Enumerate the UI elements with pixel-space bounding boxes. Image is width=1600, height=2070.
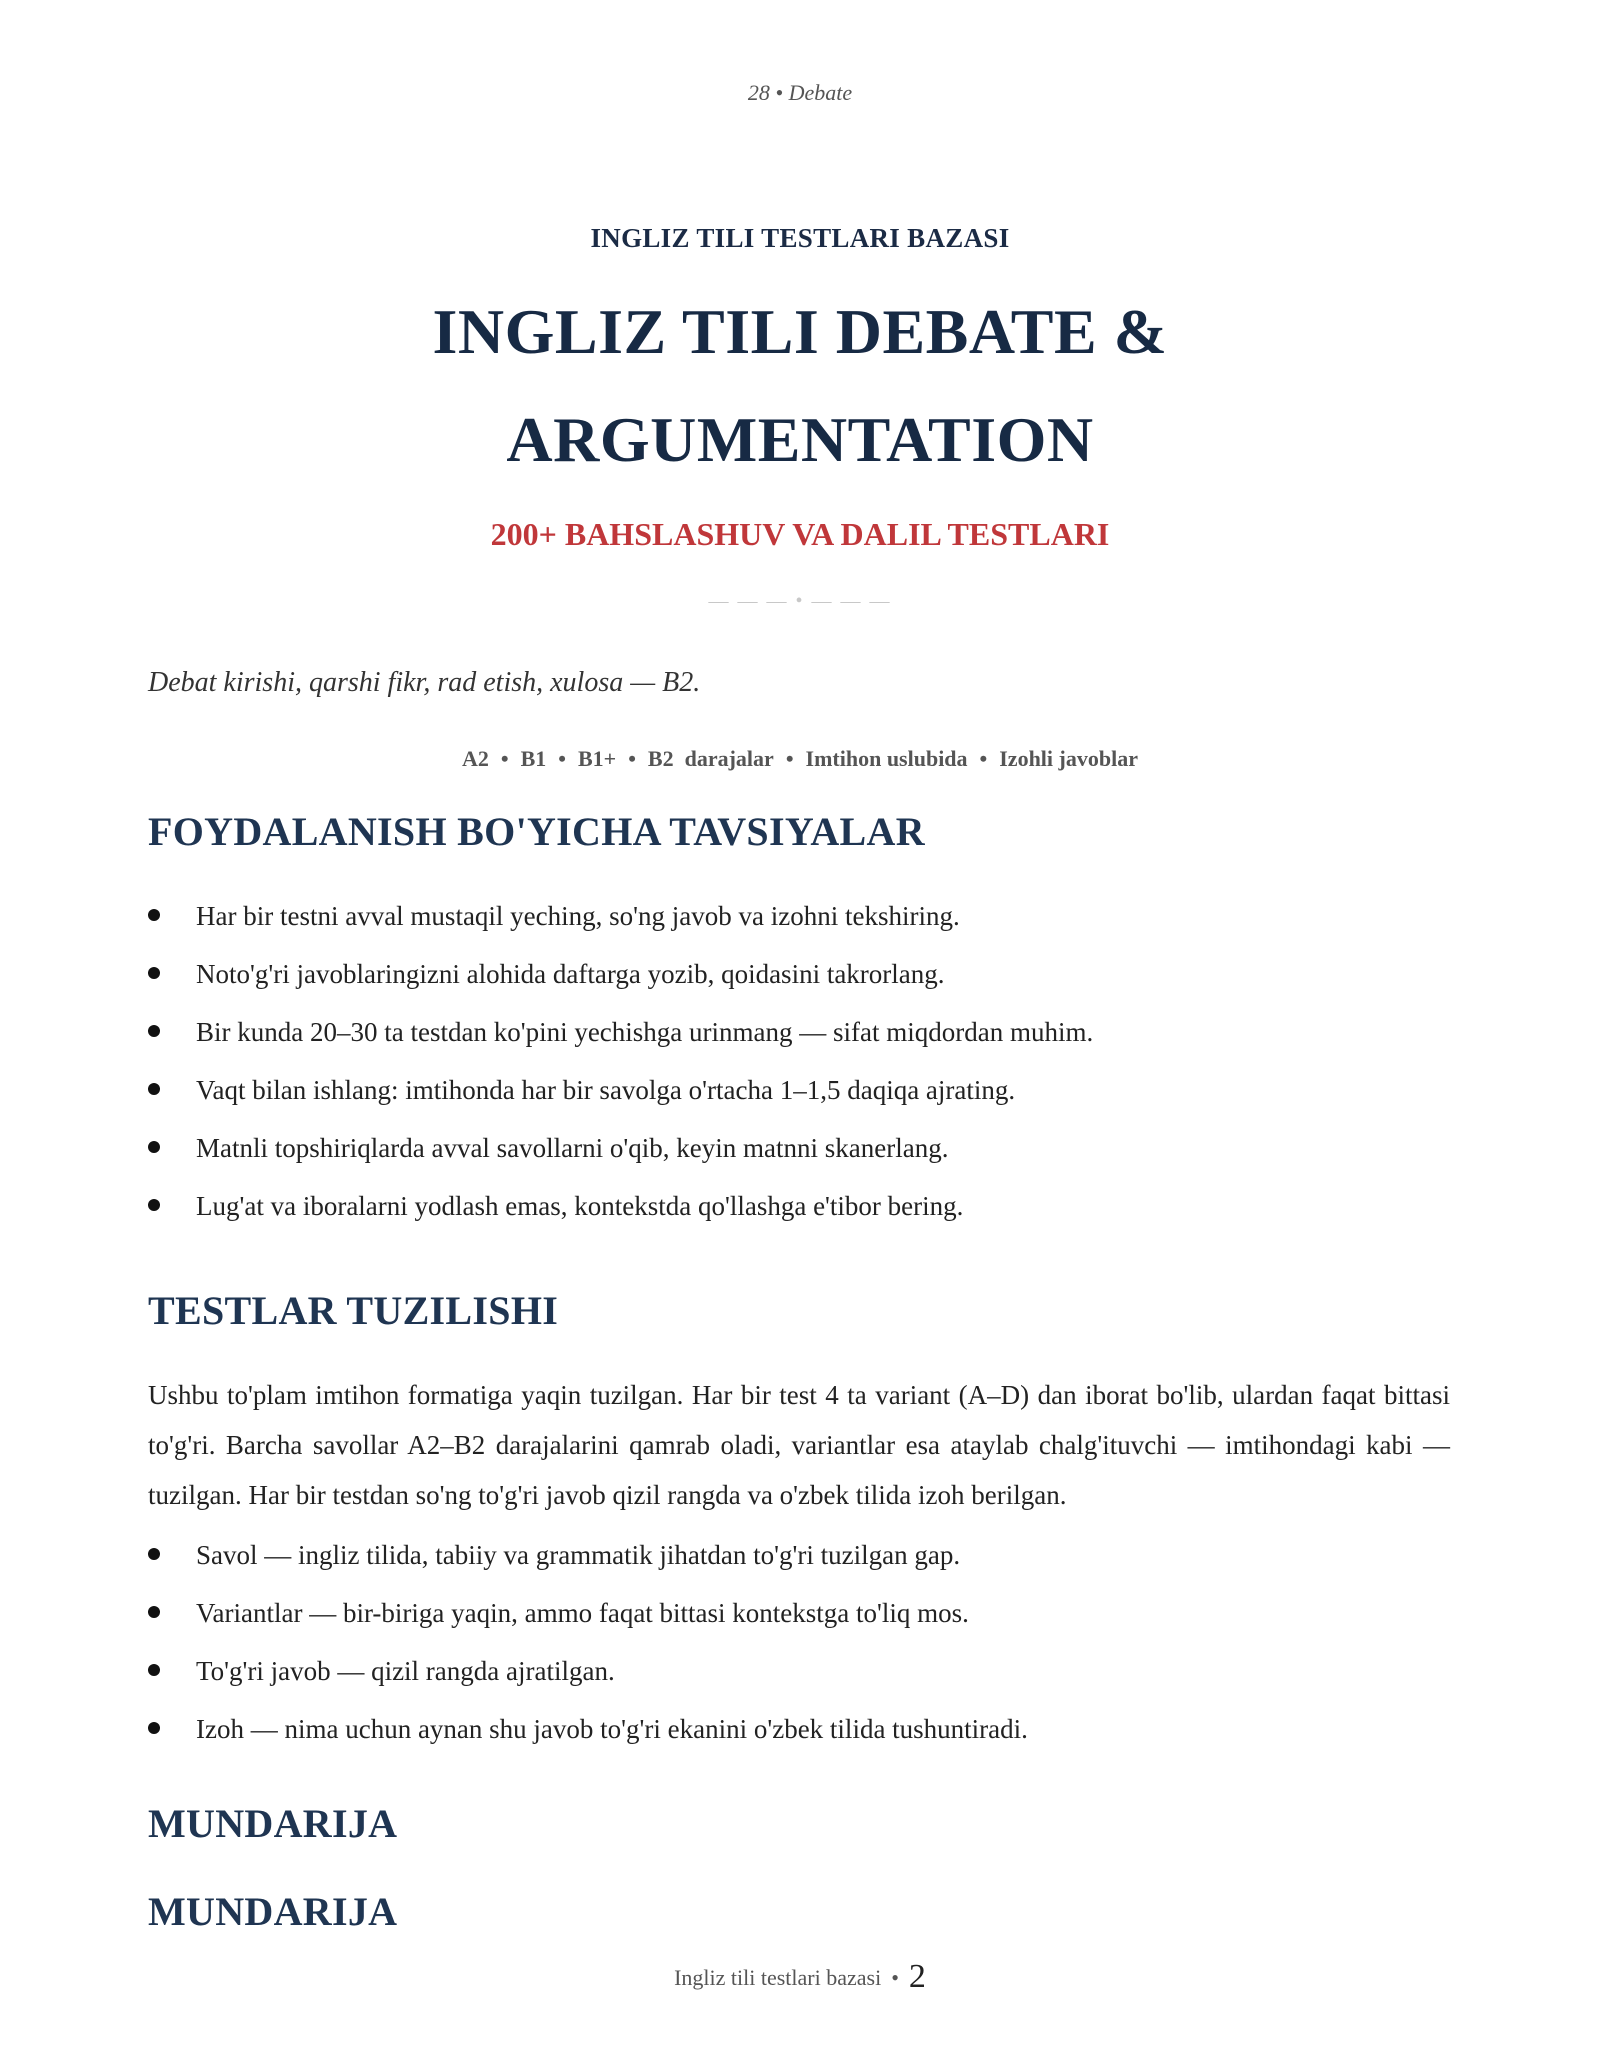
- list-item: [148, 945, 1448, 1003]
- bullet-icon: [148, 1025, 160, 1037]
- bullet-icon: [148, 1199, 160, 1211]
- lead-text: Debat kirishi, qarshi fikr, rad etish, xulosa — B2.: [148, 667, 701, 698]
- list-item: [148, 1642, 1448, 1700]
- bullet-icon: [148, 1606, 160, 1618]
- level-item: A2: [462, 746, 489, 771]
- levels-line: [0, 746, 1600, 772]
- list-item-text: Har bir testni avval mustaqil yeching, so'ng javob va izohni tekshiring.: [196, 901, 960, 931]
- list-item-text: Lug'at va iboralarni yodlash emas, kontekstda qo'llashga e'tibor bering.: [196, 1191, 964, 1221]
- bullet-icon: [148, 1664, 160, 1676]
- list-item-text: Savol — ingliz tilida, tabiiy va grammatik jihatdan to'g'ri tuzilgan gap.: [196, 1540, 961, 1570]
- kicker-title: INGLIZ TILI TESTLARI BAZASI: [590, 223, 1010, 253]
- bullet-icon: [148, 967, 160, 979]
- level-item: Izohli javoblar: [999, 746, 1138, 771]
- list-item-text: Matnli topshiriqlarda avval savollarni o'qib, keyin matnni skanerlang.: [196, 1133, 949, 1163]
- list-item-text: Bir kunda 20–30 ta testdan ko'pini yechishga urinmang — sifat miqdordan muhim.: [196, 1017, 1094, 1047]
- list-item-text: Izoh — nima uchun aynan shu javob to'g'ri ekanini o'zbek tilida tushuntiradi.: [196, 1714, 1028, 1744]
- list-item: [148, 1177, 1448, 1235]
- subtitle: 200+ BAHSLASHUV VA DALIL TESTLARI: [490, 516, 1110, 552]
- list-item: [148, 1700, 1448, 1758]
- running-header: 28 • Debate: [747, 80, 853, 105]
- list-item: [148, 1584, 1448, 1642]
- bullet-icon: [148, 1722, 160, 1734]
- list-item: [148, 1003, 1448, 1061]
- list-item: [148, 1119, 1448, 1177]
- level-item: Imtihon uslubida: [805, 746, 968, 771]
- page-title: [0, 278, 1600, 494]
- level-separator: •: [785, 746, 794, 771]
- ornament-divider: — — — • — — —: [708, 590, 892, 612]
- bullet-icon: [148, 1083, 160, 1095]
- level-item: B1: [520, 746, 547, 771]
- section-heading-contents: MUNDARIJA: [148, 1801, 398, 1846]
- level-separator: •: [558, 746, 566, 771]
- list-item: [148, 1526, 1448, 1584]
- bullet-icon: [148, 909, 160, 921]
- page-footer: [0, 1958, 1600, 1996]
- section-heading-tips: FOYDALANISH BO'YICHA TAVSIYALAR: [148, 809, 925, 854]
- list-item-text: To'g'ri javob — qizil rangda ajratilgan.: [196, 1656, 615, 1686]
- page-number: 2: [908, 1958, 926, 1995]
- section-heading-contents-repeat: MUNDARIJA: [148, 1889, 398, 1934]
- list-item-text: Variantlar — bir-biriga yaqin, ammo faqat bittasi kontekstga to'liq mos.: [196, 1598, 969, 1628]
- list-item: [148, 1061, 1448, 1119]
- bullet-icon: [148, 1141, 160, 1153]
- title-line-1: INGLIZ TILI DEBATE &: [432, 296, 1168, 367]
- list-item: [148, 887, 1448, 945]
- level-item: B2 darajalar: [647, 746, 774, 771]
- list-item-text: Noto'g'ri javoblaringizni alohida daftarga yozib, qoidasini takrorlang.: [196, 959, 945, 989]
- section-heading-structure: TESTLAR TUZILISHI: [148, 1288, 559, 1333]
- level-item: B1+: [578, 746, 617, 771]
- structure-paragraph: Ushbu to'plam imtihon formatiga yaqin tuzilgan. Har bir test 4 ta variant (A–D) dan iborat bo'lib, ulardan faqat bittasi to'g'ri. Barcha savollar A2–B2 darajalarini qamrab oladi, variantlar esa ataylab chalg'ituvchi — imtihondagi kabi — tuzilgan. Har bir testdan so'ng to'g'ri javob qizil rangda va o'zbek tilida izoh berilgan.: [148, 1380, 1450, 1510]
- footer-text: Ingliz tili testlari bazasi: [674, 1965, 882, 1990]
- footer-separator: •: [891, 1965, 899, 1990]
- level-separator: •: [500, 746, 509, 771]
- list-item-text: Vaqt bilan ishlang: imtihonda har bir savolga o'rtacha 1–1,5 daqiqa ajrating.: [196, 1075, 1016, 1105]
- bullet-icon: [148, 1548, 160, 1560]
- title-line-2: ARGUMENTATION: [506, 404, 1094, 475]
- level-separator: •: [979, 746, 988, 771]
- level-separator: •: [628, 746, 636, 771]
- structure-list: [148, 1526, 1448, 1758]
- tips-list: [148, 887, 1448, 1235]
